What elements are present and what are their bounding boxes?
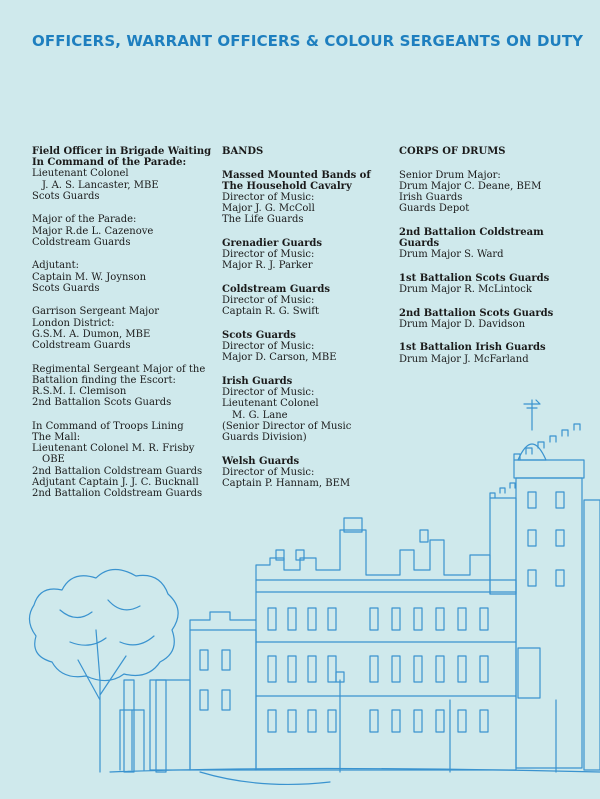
entry-line: London District: (32, 317, 115, 329)
entry-heading: The Household Cavalry (222, 180, 352, 192)
entry-line: Captain P. Hannam, BEM (222, 478, 351, 490)
entry-line: Adjutant Captain J. J. C. Bucknall (32, 476, 199, 488)
entry-2nd-coldstream (399, 227, 589, 261)
entry-line: Director of Music: (222, 295, 315, 307)
palace-sketch-icon (0, 380, 600, 799)
entry-line: Scots Guards (32, 282, 100, 294)
column-corps-of-drums (399, 146, 589, 377)
entry-grenadier-guards (222, 238, 390, 272)
entry-line: Major R.de L. Cazenove (32, 225, 154, 237)
entry-heading: Massed Mounted Bands of (222, 169, 371, 181)
entry-line: J. A. S. Lancaster, MBE (42, 179, 159, 191)
entry-line: Director of Music: (222, 341, 315, 353)
entry-line: Drum Major R. McLintock (399, 284, 532, 295)
entry-line: Drum Major D. Davidson (399, 318, 526, 330)
entry-line: Regimental Sergeant Major of the (32, 363, 206, 375)
entry-line: Captain M. W. Joynson (32, 271, 147, 283)
entry-line: Lieutenant Colonel (222, 398, 319, 410)
entry-field-officer (32, 146, 217, 202)
entry-line: (Senior Director of Music (222, 420, 352, 432)
entry-line: The Mall: (32, 432, 81, 444)
entry-line: Scots Guards (32, 190, 100, 202)
entry-line: Major D. Carson, MBE (222, 352, 337, 364)
entry-line: Drum Major C. Deane, BEM (399, 180, 542, 192)
entry-line: Major of the Parade: (32, 214, 137, 226)
entry-line: Garrison Sergeant Major (32, 306, 160, 318)
entry-scots-guards (222, 330, 390, 364)
entry-heading: Grenadier Guards (222, 238, 323, 249)
entry-heading: Irish Guards (222, 376, 293, 387)
entry-line: Director of Music: (222, 192, 315, 203)
entry-2nd-scots (399, 308, 589, 330)
entry-heading: Welsh Guards (222, 455, 300, 467)
entry-line: Director of Music: (222, 387, 315, 399)
column-heading: BANDS (222, 146, 264, 157)
entry-line: Coldstream Guards (32, 340, 131, 352)
entry-major-of-parade (32, 214, 217, 248)
entry-line: Guards Division) (222, 432, 307, 444)
entry-heading: 2nd Battalion Coldstream (399, 226, 544, 238)
page-title: OFFICERS, WARRANT OFFICERS & COLOUR SERGEANTS ON DUTY (32, 32, 584, 50)
column-heading: CORPS OF DRUMS (399, 146, 506, 157)
entry-1st-irish (399, 342, 589, 364)
entry-adjutant (32, 260, 217, 294)
entry-line: OBE (42, 454, 65, 466)
entry-line: R.S.M. I. Clemison (32, 386, 127, 398)
entry-line: G.S.M. A. Dumon, MBE (32, 328, 151, 340)
entry-line: Lieutenant Colonel M. R. Frisby (32, 443, 195, 455)
entry-line: Senior Drum Major: (399, 169, 501, 181)
entry-line: Adjutant: (32, 260, 79, 272)
entry-heading: In Command of the Parade: (32, 157, 187, 169)
entry-heading: Field Officer in Brigade Waiting (32, 146, 212, 157)
entry-heading: Coldstream Guards (222, 284, 331, 295)
entry-line: Drum Major J. McFarland (399, 353, 529, 365)
entry-line: Lieutenant Colonel (32, 168, 129, 180)
entry-garrison-sergeant-major (32, 306, 217, 351)
entry-household-cavalry (222, 170, 390, 226)
entry-heading: 1st Battalion Scots Guards (399, 272, 550, 284)
entry-line: Coldstream Guards (32, 236, 131, 248)
entry-line: Director of Music: (222, 249, 315, 261)
entry-1st-scots (399, 273, 589, 295)
entry-line: In Command of Troops Lining (32, 420, 184, 432)
entry-line: Guards Depot (399, 203, 470, 215)
entry-line: 2nd Battalion Scots Guards (32, 397, 172, 409)
entry-coldstream-guards (222, 284, 390, 318)
entry-line: Battalion finding the Escort: (32, 374, 176, 386)
entry-line: Drum Major S. Ward (399, 249, 504, 261)
entry-line: 2nd Battalion Coldstream Guards (32, 488, 203, 500)
entry-heading: 2nd Battalion Scots Guards (399, 307, 554, 319)
entry-line: Major R. J. Parker (222, 260, 313, 272)
entry-heading: Scots Guards (222, 330, 296, 341)
entry-line: Irish Guards (399, 192, 463, 203)
entry-line: Captain R. G. Swift (222, 306, 320, 318)
entry-heading: Guards (399, 238, 440, 249)
entry-line: Major J. G. McColl (222, 203, 315, 215)
entry-line: 2nd Battalion Coldstream Guards (32, 465, 203, 477)
entry-senior-drum-major (399, 170, 589, 215)
entry-heading: 1st Battalion Irish Guards (399, 342, 546, 354)
entry-line: M. G. Lane (232, 409, 288, 421)
entry-line: The Life Guards (222, 214, 304, 226)
entry-line: Director of Music: (222, 466, 315, 478)
